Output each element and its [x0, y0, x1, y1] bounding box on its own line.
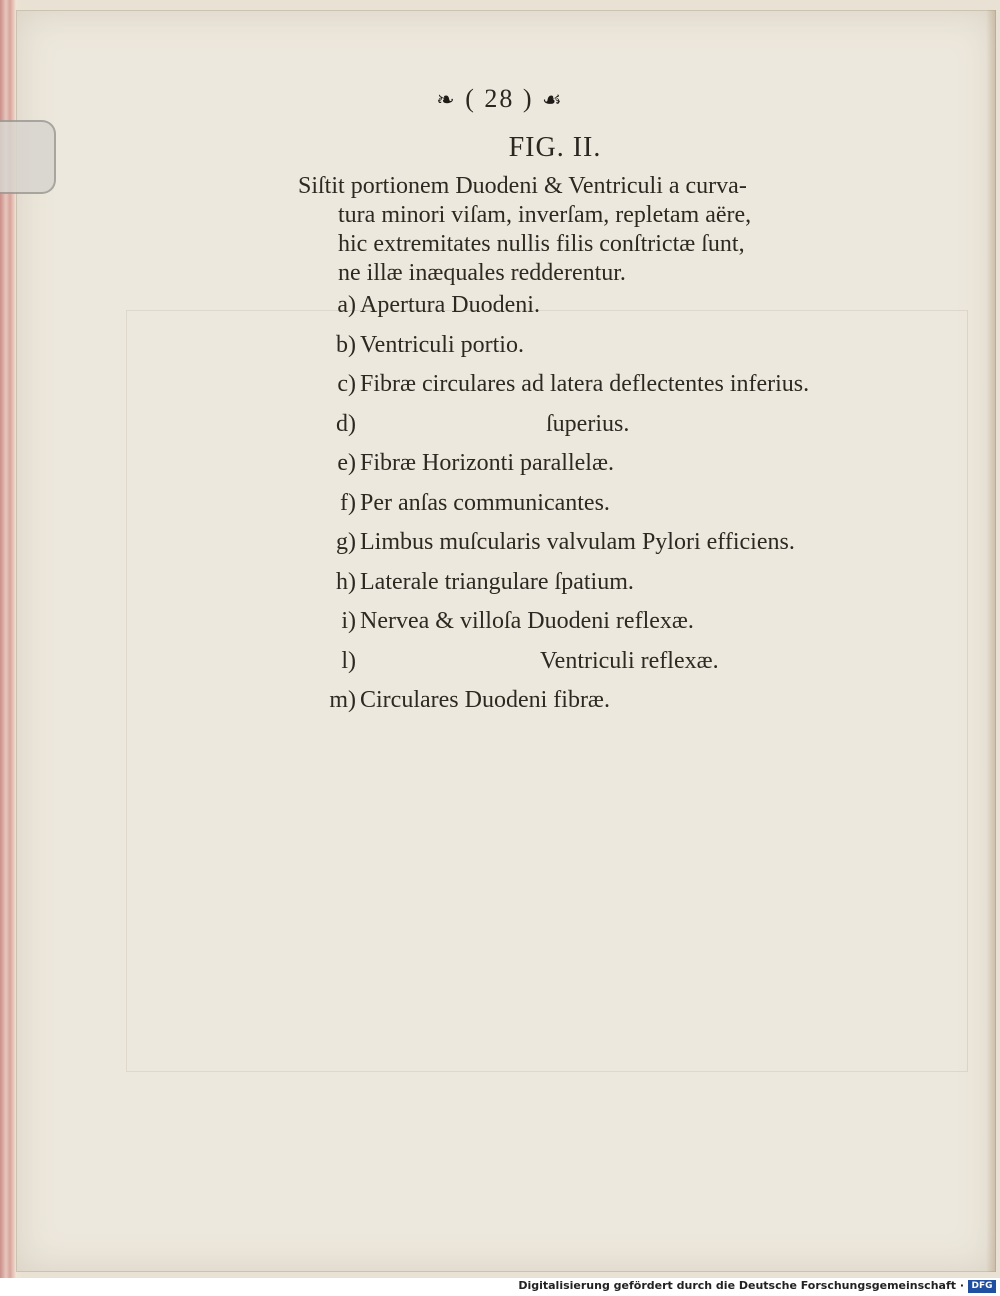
legend-item — [318, 569, 838, 609]
legend-item — [318, 292, 838, 332]
legend-item — [318, 687, 838, 727]
legend-text: Nervea & villoſa Duodeni reflexæ. — [360, 608, 694, 634]
legend-item — [318, 608, 838, 648]
footer-credit: Digitalisierung gefördert durch die Deutsche Forschungsgemeinschaft · — [518, 1279, 964, 1292]
legend-key: h) — [336, 568, 356, 595]
description-line: tura minori viſam, inverſam, repletam aëre, — [338, 202, 752, 228]
legend-text: Fibræ Horizonti parallelæ. — [360, 450, 614, 476]
digitization-footer — [0, 1278, 1000, 1296]
legend-key: i) — [341, 608, 356, 634]
legend-text: Laterale triangulare ſpatium. — [360, 568, 634, 595]
legend-key: e) — [337, 450, 356, 476]
dfg-logo-icon: DFG — [968, 1280, 996, 1293]
description-line: ne illæ inæquales redderentur. — [338, 260, 626, 286]
figure-title: FIG. II. — [508, 132, 602, 163]
running-header — [0, 84, 1000, 114]
legend-text: Ventriculi reflexæ. — [540, 647, 719, 674]
legend-key: c) — [337, 371, 356, 397]
legend-item — [318, 529, 838, 569]
legend-item — [318, 371, 838, 411]
legend-key: b) — [336, 331, 356, 358]
legend-item — [318, 411, 838, 451]
legend-text: Circulares Duodeni fibræ. — [360, 687, 610, 713]
legend-key: f) — [340, 489, 356, 516]
legend-text: Ventriculi portio. — [360, 331, 524, 358]
legend-item — [318, 450, 838, 490]
legend-key: d) — [336, 410, 356, 437]
page-number: ( 28 ) — [465, 84, 534, 113]
legend-item — [318, 648, 838, 688]
figure-description — [298, 172, 820, 288]
legend-key: a) — [337, 292, 356, 318]
legend-key: g) — [336, 529, 356, 555]
legend-text: Fibræ circulares ad latera deflectentes inferius. — [360, 371, 810, 397]
legend-key: l) — [341, 647, 356, 674]
legend-item — [318, 332, 838, 372]
legend-item — [318, 490, 838, 530]
ornament-left-icon: ❧ — [436, 87, 457, 112]
description-line: hic extremitates nullis filis conſtrictæ ſunt, — [338, 231, 745, 257]
legend-text: Limbus muſcularis valvulam Pylori efficiens. — [360, 529, 795, 555]
legend-text: ſuperius. — [546, 410, 630, 437]
legend-list — [318, 292, 838, 727]
ornament-right-icon: ☙ — [542, 87, 564, 112]
description-line: Siſtit portionem Duodeni & Ventriculi a curva- — [298, 173, 747, 199]
legend-text: Per anſas communicantes. — [360, 489, 610, 516]
legend-text: Apertura Duodeni. — [360, 292, 540, 318]
legend-key: m) — [329, 687, 356, 713]
